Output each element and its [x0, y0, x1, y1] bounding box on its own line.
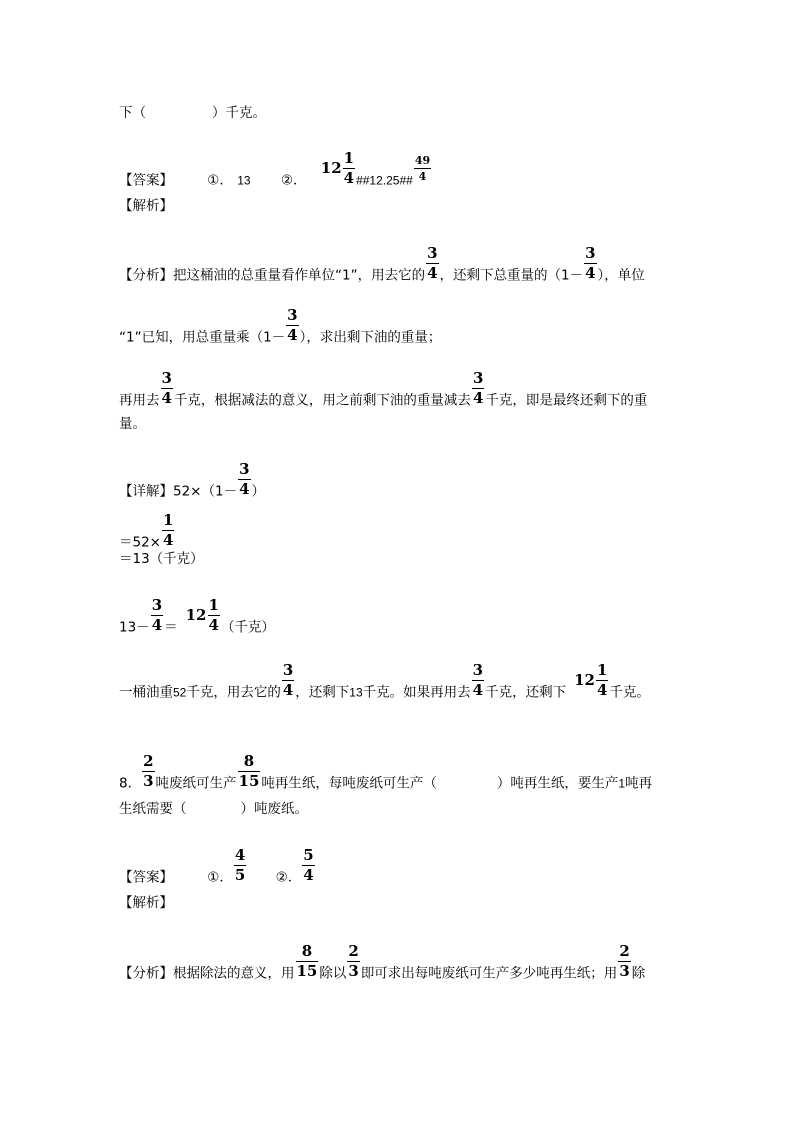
answer-8: 【答案】 ①． $\frac{4}{5}$ ②． $\frac{5}{4}$ [119, 846, 314, 886]
fraction: $\frac{8}{15}$ [238, 752, 260, 790]
fraction: $\frac{49}{4}$ [414, 154, 431, 183]
fraction: $\frac{4}{5}$ [234, 846, 246, 884]
fraction: $\frac{2}{3}$ [348, 942, 359, 980]
answer-7: 【答案】 ①． 13 ②． 12 $\frac{1}{4}$ ##12.25## $\frac{49}{4}$ [119, 149, 431, 189]
analysis-7-line-1: 【分析】把这桶油的总重量看作单位“1”，用去它的 $\frac{3}{4}$ ，还剩下总重量的（1－ $\frac{3}{4}$ ），单位 [119, 244, 645, 284]
question-7-tail: 下（ ）千克。 [119, 105, 266, 121]
fraction: $\frac{2}{3}$ [619, 942, 630, 980]
fraction: $\frac{3}{4}$ [472, 369, 484, 407]
fraction: $\frac{3}{4}$ [239, 460, 250, 498]
fraction: $\frac{3}{4}$ [472, 661, 484, 699]
analysis-8-line-1: 【分析】根据除法的意义，用 $\frac{8}{15}$ 除以 $\frac{2}{3}$ 即可求出每吨废纸可生产多少吨再生纸；用 $\frac{2}{3}$ 除 [119, 942, 646, 982]
fraction: $\frac{3}{4}$ [585, 244, 596, 282]
fraction: $\frac{1}{4}$ [208, 596, 219, 634]
question-8-line-1: 8． $\frac{2}{3}$ 吨废纸可生产 $\frac{8}{15}$ 吨再生纸，每吨废纸可生产（ ）吨再生纸，要生产1吨再 [119, 752, 653, 792]
fraction: $\frac{3}{4}$ [287, 306, 298, 344]
question-number: 8． [119, 775, 142, 792]
detail-7-line-2: ＝52× $\frac{1}{4}$ [119, 511, 174, 551]
fraction: $\frac{3}{4}$ [282, 661, 294, 699]
fraction: $\frac{1}{4}$ [163, 511, 174, 549]
mixed-whole: 12 [320, 158, 342, 177]
fraction: $\frac{5}{4}$ [303, 846, 314, 884]
analysis-7-line-2: “1”已知，用总重量乘（1－ $\frac{3}{4}$ ），求出剩下油的重量； [119, 306, 442, 346]
detail-7-line-4: 13－ $\frac{3}{4}$ ＝12 $\frac{1}{4}$ （千克） [119, 596, 275, 636]
fraction: $\frac{1}{4}$ [343, 149, 355, 187]
fraction: $\frac{3}{4}$ [161, 369, 172, 407]
detail-label: 【详解】 [119, 483, 173, 500]
detail-7-line-3: ＝13（千克） [119, 551, 204, 567]
analysis-7-line-4: 量。 [119, 416, 146, 432]
analysis-label: 【解析】 [119, 895, 173, 911]
fraction: $\frac{3}{4}$ [427, 244, 438, 282]
fraction: $\frac{3}{4}$ [151, 596, 163, 634]
fraction: $\frac{2}{3}$ [143, 752, 154, 790]
analysis-label: 【解析】 [119, 198, 173, 214]
summary-7: 一桶油重52千克，用去它的 $\frac{3}{4}$ ，还剩下13千克。如果再用去 $\frac{3}{4}$ 千克，还剩下12 $\frac{1}{4}$ 千克。 [119, 661, 650, 701]
detail-7-line-1: 【详解】52×（1－ $\frac{3}{4}$ ） [119, 460, 266, 500]
answer-label: 【答案】 [119, 172, 173, 189]
fraction: $\frac{1}{4}$ [596, 661, 608, 699]
fraction: $\frac{8}{15}$ [296, 942, 318, 980]
question-8-line-2: 生纸需要（ ）吨废纸。 [119, 801, 308, 817]
answer-label: 【答案】 [119, 869, 173, 886]
analysis-7-line-3: 再用去 $\frac{3}{4}$ 千克，根据减法的意义，用之前剩下油的重量减去 $\frac{3}{4}$ 千克，即是最终还剩下的重 [119, 369, 648, 409]
